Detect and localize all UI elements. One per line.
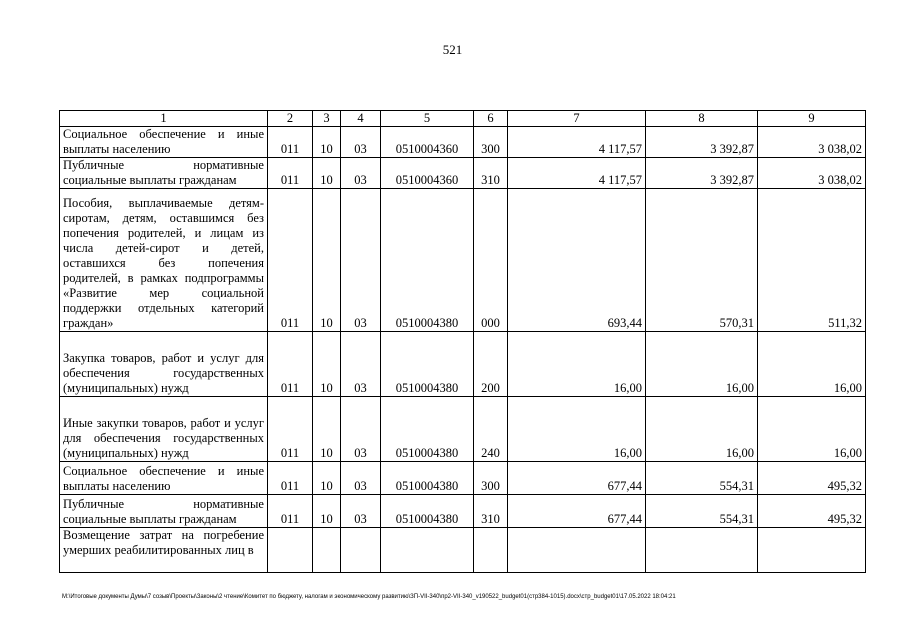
cell-col-8: 554,31 xyxy=(646,462,758,495)
cell-col-4: 03 xyxy=(341,158,381,189)
cell-col-4: 03 xyxy=(341,332,381,397)
cell-col-3: 10 xyxy=(313,397,341,462)
table-row xyxy=(60,332,866,397)
budget-table xyxy=(59,110,866,573)
cell-col-2 xyxy=(268,528,313,573)
cell-col-8 xyxy=(646,528,758,573)
table-row xyxy=(60,462,866,495)
file-path-footer: M:\Итоговые документы Думы\7 созыв\Проекты\Законы\2 чтение\Комитет по бюджету, налогам и экономическому развитию\ЗП-VII-340\пр2-VII-340_v190522_budget01(стр384-1015).docx\стр_budget01\17.05.2022 18:04:21 xyxy=(62,594,676,600)
cell-col-4: 03 xyxy=(341,189,381,332)
cell-col-3: 10 xyxy=(313,127,341,158)
cell-col-6 xyxy=(474,528,508,573)
cell-col-5: 0510004380 xyxy=(381,462,474,495)
table-row xyxy=(60,127,866,158)
cell-col-4: 03 xyxy=(341,127,381,158)
row-name-cell: Иные закупки товаров, работ и услуг для обеспечения государственных (муниципальных) нужд xyxy=(60,397,268,462)
cell-col-9: 3 038,02 xyxy=(758,127,866,158)
cell-col-3: 10 xyxy=(313,189,341,332)
cell-col-3 xyxy=(313,528,341,573)
cell-col-8: 554,31 xyxy=(646,495,758,528)
cell-col-4: 03 xyxy=(341,397,381,462)
column-header: 6 xyxy=(474,111,508,127)
row-name-cell: Социальное обеспечение и иные выплаты населению xyxy=(60,462,268,495)
column-header: 4 xyxy=(341,111,381,127)
cell-col-4: 03 xyxy=(341,495,381,528)
cell-col-2: 011 xyxy=(268,462,313,495)
cell-col-9: 16,00 xyxy=(758,332,866,397)
table-row xyxy=(60,189,866,332)
cell-col-6: 310 xyxy=(474,158,508,189)
cell-col-5: 0510004360 xyxy=(381,158,474,189)
row-name-cell: Возмещение затрат на погребение умерших реабилитированных лиц в xyxy=(60,528,268,573)
cell-col-7: 693,44 xyxy=(508,189,646,332)
cell-col-2: 011 xyxy=(268,158,313,189)
cell-col-5: 0510004380 xyxy=(381,332,474,397)
row-name-cell: Социальное обеспечение и иные выплаты населению xyxy=(60,127,268,158)
row-name-cell: Публичные нормативные социальные выплаты гражданам xyxy=(60,495,268,528)
cell-col-4: 03 xyxy=(341,462,381,495)
cell-col-7: 16,00 xyxy=(508,332,646,397)
cell-col-3: 10 xyxy=(313,332,341,397)
cell-col-5: 0510004380 xyxy=(381,495,474,528)
cell-col-6: 300 xyxy=(474,127,508,158)
cell-col-2: 011 xyxy=(268,127,313,158)
table-row xyxy=(60,158,866,189)
cell-col-8: 3 392,87 xyxy=(646,158,758,189)
cell-col-9 xyxy=(758,528,866,573)
cell-col-9: 495,32 xyxy=(758,495,866,528)
cell-col-7: 4 117,57 xyxy=(508,127,646,158)
cell-col-8: 16,00 xyxy=(646,397,758,462)
column-header: 1 xyxy=(60,111,268,127)
table-header-row xyxy=(60,111,866,127)
cell-col-6: 000 xyxy=(474,189,508,332)
table-row xyxy=(60,495,866,528)
cell-col-2: 011 xyxy=(268,397,313,462)
cell-col-2: 011 xyxy=(268,495,313,528)
cell-col-7: 677,44 xyxy=(508,495,646,528)
cell-col-7: 16,00 xyxy=(508,397,646,462)
column-header: 2 xyxy=(268,111,313,127)
cell-col-3: 10 xyxy=(313,158,341,189)
table-row xyxy=(60,528,866,573)
column-header: 7 xyxy=(508,111,646,127)
cell-col-9: 16,00 xyxy=(758,397,866,462)
page-number: 521 xyxy=(442,42,463,57)
cell-col-6: 240 xyxy=(474,397,508,462)
table-row xyxy=(60,397,866,462)
cell-col-9: 3 038,02 xyxy=(758,158,866,189)
cell-col-5: 0510004380 xyxy=(381,397,474,462)
cell-col-5: 0510004380 xyxy=(381,189,474,332)
cell-col-6: 300 xyxy=(474,462,508,495)
cell-col-2: 011 xyxy=(268,189,313,332)
column-header: 8 xyxy=(646,111,758,127)
cell-col-2: 011 xyxy=(268,332,313,397)
column-header: 5 xyxy=(381,111,474,127)
cell-col-3: 10 xyxy=(313,462,341,495)
column-header: 9 xyxy=(758,111,866,127)
column-header: 3 xyxy=(313,111,341,127)
cell-col-7 xyxy=(508,528,646,573)
cell-col-5 xyxy=(381,528,474,573)
cell-col-4 xyxy=(341,528,381,573)
cell-col-7: 677,44 xyxy=(508,462,646,495)
cell-col-7: 4 117,57 xyxy=(508,158,646,189)
row-name-cell: Закупка товаров, работ и услуг для обеспечения государственных (муниципальных) нужд xyxy=(60,332,268,397)
cell-col-3: 10 xyxy=(313,495,341,528)
cell-col-8: 570,31 xyxy=(646,189,758,332)
cell-col-9: 511,32 xyxy=(758,189,866,332)
cell-col-8: 16,00 xyxy=(646,332,758,397)
row-name-cell: Публичные нормативные социальные выплаты гражданам xyxy=(60,158,268,189)
cell-col-6: 200 xyxy=(474,332,508,397)
cell-col-6: 310 xyxy=(474,495,508,528)
row-name-cell: Пособия, выплачиваемые детям-сиротам, детям, оставшимся без попечения родителей, и лицам из числа детей-сирот и детей, оставшихся без попечения родителей, в рамках подпрограммы «Развитие мер социальной поддержки отдельных категорий граждан» xyxy=(60,189,268,332)
cell-col-9: 495,32 xyxy=(758,462,866,495)
cell-col-8: 3 392,87 xyxy=(646,127,758,158)
cell-col-5: 0510004360 xyxy=(381,127,474,158)
